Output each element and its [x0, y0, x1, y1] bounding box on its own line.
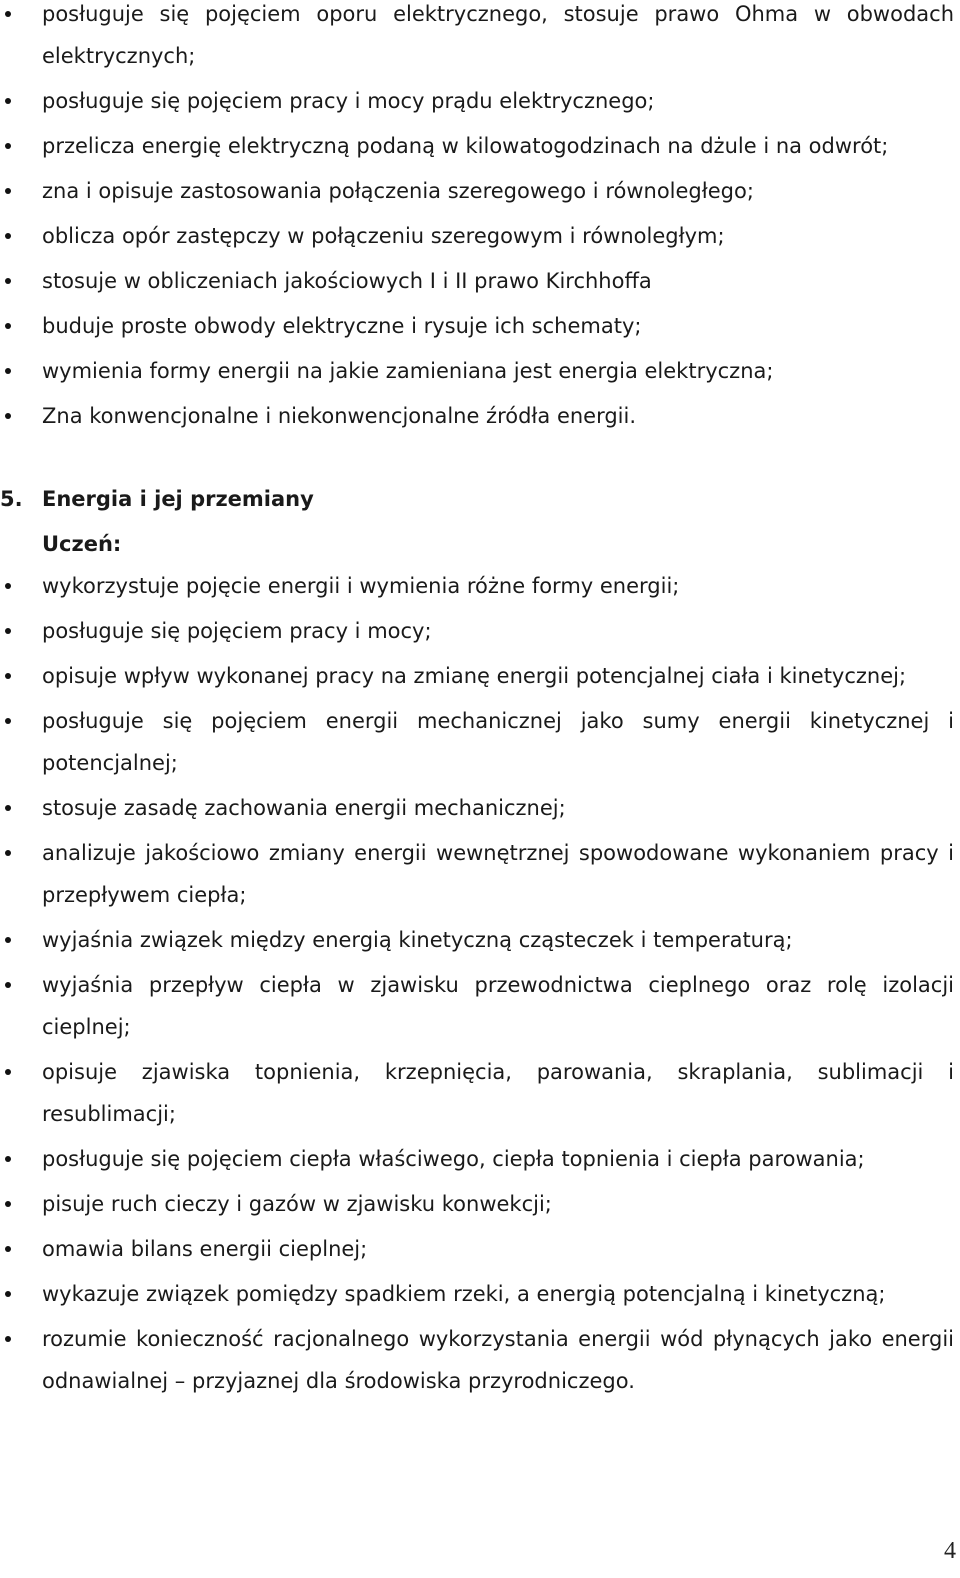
list-item-text: przelicza energię elektryczną podaną w kilowatogodzinach na dżule i na odwrót;: [42, 134, 889, 158]
list-item: [0, 1273, 954, 1315]
previous-section-list: [0, 0, 954, 440]
list-item-text: wyjaśnia przepływ ciepła w zjawisku przewodnictwa cieplnego oraz rolę izolacji cieplnej;: [42, 973, 954, 1039]
list-item: [0, 964, 954, 1048]
list-item: [0, 125, 954, 167]
bullet-icon: [5, 188, 11, 194]
bullet-icon: [5, 1069, 11, 1075]
bullet-icon: [5, 805, 11, 811]
list-item: [0, 305, 954, 347]
bullet-icon: [5, 718, 11, 724]
list-item-text: wyjaśnia związek między energią kinetyczną cząsteczek i temperaturą;: [42, 928, 793, 952]
bullet-icon: [5, 11, 11, 17]
list-item-text: posługuje się pojęciem pracy i mocy prądu elektrycznego;: [42, 89, 655, 113]
list-item: [0, 1138, 954, 1180]
list-item-text: wykorzystuje pojęcie energii i wymienia różne formy energii;: [42, 574, 680, 598]
list-item-text: posługuje się pojęciem ciepła właściwego, ciepła topnienia i ciepła parowania;: [42, 1147, 865, 1171]
list-item-text: buduje proste obwody elektryczne i rysuje ich schematy;: [42, 314, 642, 338]
list-item: [0, 655, 954, 697]
list-item: [0, 1228, 954, 1270]
list-item: [0, 350, 954, 392]
list-item: [0, 260, 954, 302]
bullet-icon: [5, 413, 11, 419]
list-item: [0, 1318, 954, 1402]
list-item-text: opisuje zjawiska topnienia, krzepnięcia, parowania, skraplania, sublimacji i resublimacji;: [42, 1060, 954, 1126]
list-item: [0, 80, 954, 122]
section5-list: [0, 565, 954, 1405]
bullet-icon: [5, 673, 11, 679]
list-item-text: stosuje w obliczeniach jakościowych I i II prawo Kirchhoffa: [42, 269, 652, 293]
bullet-icon: [5, 1336, 11, 1342]
bullet-icon: [5, 1201, 11, 1207]
list-item-text: posługuje się pojęciem energii mechanicznej jako sumy energii kinetycznej i potencjalnej;: [42, 709, 954, 775]
section-subtitle: Uczeń:: [42, 532, 122, 556]
list-item-text: posługuje się pojęciem oporu elektrycznego, stosuje prawo Ohma w obwodach elektrycznych;: [42, 2, 954, 68]
bullet-icon: [5, 278, 11, 284]
list-item: [0, 700, 954, 784]
bullet-icon: [5, 1291, 11, 1297]
list-item: [0, 170, 954, 212]
list-item-text: Zna konwencjonalne i niekonwencjonalne źródła energii.: [42, 404, 637, 428]
list-item-text: pisuje ruch cieczy i gazów w zjawisku konwekcji;: [42, 1192, 552, 1216]
list-item: [0, 610, 954, 652]
list-item: [0, 787, 954, 829]
bullet-icon: [5, 368, 11, 374]
bullet-icon: [5, 628, 11, 634]
bullet-icon: [5, 1156, 11, 1162]
list-item: [0, 395, 954, 437]
list-item-text: analizuje jakościowo zmiany energii wewnętrznej spowodowane wykonaniem pracy i przepływem ciepła;: [42, 841, 954, 907]
bullet-icon: [5, 323, 11, 329]
list-item: [0, 565, 954, 607]
list-item-text: wykazuje związek pomiędzy spadkiem rzeki, a energią potencjalną i kinetyczną;: [42, 1282, 886, 1306]
list-item-text: oblicza opór zastępczy w połączeniu szeregowym i równoległym;: [42, 224, 725, 248]
list-item: [0, 0, 954, 77]
bullet-icon: [5, 850, 11, 856]
bullet-icon: [5, 233, 11, 239]
section-number: 5.: [0, 487, 23, 511]
bullet-icon: [5, 982, 11, 988]
list-item-text: opisuje wpływ wykonanej pracy na zmianę energii potencjalnej ciała i kinetycznej;: [42, 664, 907, 688]
list-item-text: posługuje się pojęciem pracy i mocy;: [42, 619, 432, 643]
list-item: [0, 919, 954, 961]
section-heading: [0, 478, 314, 520]
bullet-icon: [5, 583, 11, 589]
list-item: [0, 215, 954, 257]
list-item-text: wymienia formy energii na jakie zamieniana jest energia elektryczna;: [42, 359, 774, 383]
bullet-icon: [5, 98, 11, 104]
bullet-icon: [5, 937, 11, 943]
list-item: [0, 1183, 954, 1225]
list-item-text: stosuje zasadę zachowania energii mechanicznej;: [42, 796, 566, 820]
page-number: 4: [944, 1538, 956, 1564]
bullet-icon: [5, 143, 11, 149]
list-item-text: omawia bilans energii cieplnej;: [42, 1237, 368, 1261]
list-item: [0, 832, 954, 916]
section-title: Energia i jej przemiany: [42, 487, 314, 511]
bullet-icon: [5, 1246, 11, 1252]
list-item-text: rozumie konieczność racjonalnego wykorzystania energii wód płynących jako energii odnawialnej – przyjaznej dla środowiska przyrodniczego.: [42, 1327, 954, 1393]
list-item: [0, 1051, 954, 1135]
list-item-text: zna i opisuje zastosowania połączenia szeregowego i równoległego;: [42, 179, 754, 203]
